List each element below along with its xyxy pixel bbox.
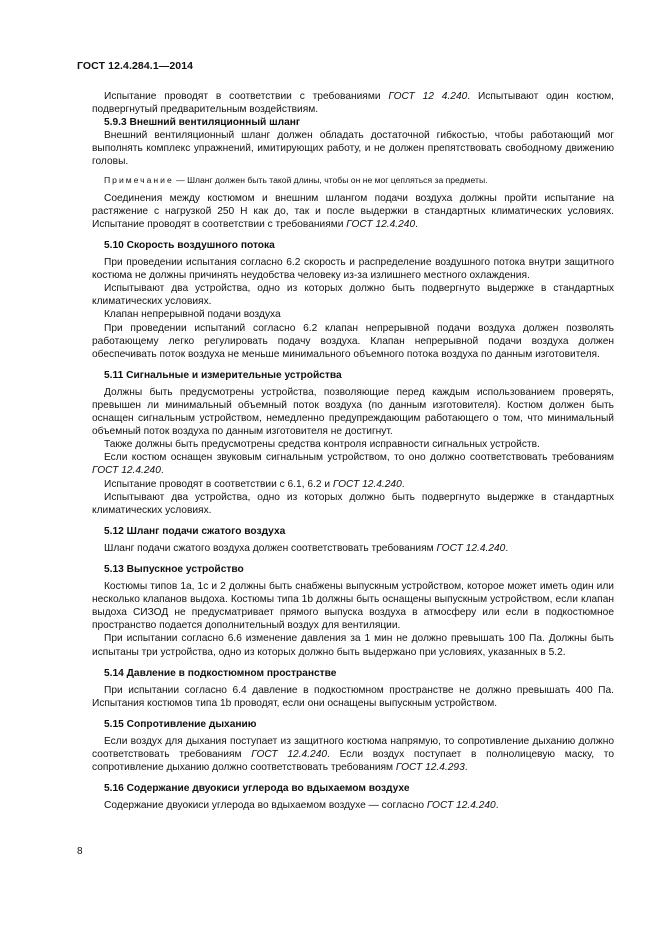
document-body [92,90,614,813]
note-label: Примечание [104,174,174,185]
standard-reference: ГОСТ 12.4.240 [346,218,416,230]
paragraph: Костюмы типов 1а, 1с и 2 должны быть снабжены выпускным устройством, которое может иметь один или несколько клапанов выдоха. Костюмы типа 1b должны быть оснащены выпускным устройством, если клапан выдоха СИЗОД не предусматривает прямого выпуска воздуха в атмосферу или если в подкостюмное пространство подается дополнительный воздух для вентиляции. [92,581,614,632]
standard-reference: ГОСТ 12.4.240 [332,478,402,490]
paragraph: При испытании согласно 6.6 изменение давления за 1 мин не должно превышать 100 Па. Должны быть испытаны три устройства, одно из которых должно быть выдержано при условиях, указанных в 5.2. [92,633,614,658]
standard-reference: ГОСТ 12 4.240 [388,91,468,102]
section-heading: 5.16 Содержание двуокиси углерода во вдыхаемом воздухе [104,783,410,795]
paragraph: Если костюм оснащен звуковым сигнальным устройством, то оно должно соответствовать требованиям ГОСТ 12.4.240. [92,452,614,477]
section-heading: 5.14 Давление в подкостюмном пространстве [104,667,337,679]
paragraph: Шланг подачи сжатого воздуха должен соответствовать требованиям ГОСТ 12.4.240. [104,542,509,554]
paragraph: Испытание проводят в соответствии с 6.1, 6.2 и ГОСТ 12.4.240. [104,478,405,490]
paragraph: Если воздух для дыхания поступает из защитного костюма напрямую, то сопротивление дыханию должно соответствовать требованиям ГОСТ 12.4.240. Если воздух поступает в полнолицевую маску, то сопротивление дыханию должно соответствовать требованиям ГОСТ 12.4.293. [92,736,614,774]
paragraph: Испытывают два устройства, одно из которых должно быть подвергнуто выдержке в стандартных климатических условиях. [92,491,614,516]
subsection-heading: 5.9.3 Внешний вентиляционный шланг [104,117,301,129]
section-heading: 5.11 Сигнальные и измерительные устройства [104,369,342,381]
page-number: 8 [77,846,83,857]
paragraph: Должны быть предусмотрены устройства, позволяющие перед каждым использованием проверять, превышен ли минимальный объемный поток воздуха (по данным изготовителя). Костюм должен быть оснащен сигнальным устройством, немедленно предупреждающим работающего о том, что минимальный объемный поток воздуха по данным изготовителя не достигнут. [92,386,614,438]
standard-reference: ГОСТ 12.4.240 [92,465,161,477]
section-heading: 5.12 Шланг подачи сжатого воздуха [104,525,286,537]
note: Примечание — Шланг должен быть такой длины, чтобы он не мог цепляться за предметы. [104,174,488,185]
section-heading: 5.13 Выпускное устройство [104,564,244,575]
paragraph: Клапан непрерывной подачи воздуха [104,309,281,321]
section-heading: 5.10 Скорость воздушного потока [104,239,275,251]
standard-reference: ГОСТ 12.4.293 [395,762,465,774]
paragraph: Содержание двуокиси углерода во вдыхаемом воздухе — согласно ГОСТ 12.4.240. [104,800,499,812]
document-header: ГОСТ 12.4.284.1—2014 [77,60,194,72]
paragraph: Испытание проводят в соответствии с требованиями ГОСТ 12 4.240. Испытывают один костюм, подвергнутый предварительным воздействиям. [92,91,615,116]
paragraph: При проведении испытаний согласно 6.2 клапан непрерывной подачи воздуха должен позволять работающему легко регулировать подачу воздуха. Клапан непрерывной подачи воздуха должен обеспечивать поток воздуха не меньше минимального объемного потока воздуха по данным изготовителя. [92,322,614,360]
paragraph: При проведении испытания согласно 6.2 скорость и распределение воздушного потока внутри защитного костюма не должны причинять неудобства человеку из-за излишнего местного охлаждения. [92,257,614,282]
section-heading: 5.15 Сопротивление дыханию [104,718,257,730]
paragraph: Внешний вентиляционный шланг должен обладать достаточной гибкостью, чтобы работающий мог выполнять комплекс упражнений, имитирующих работу, и не должен препятствовать свободному движению головы. [92,130,614,168]
standard-reference: ГОСТ 12.4.240 [436,542,506,554]
standard-reference: ГОСТ 12.4.240 [251,749,328,761]
paragraph: Испытывают два устройства, одно из которых должно быть подвергнуто выдержке в стандартных климатических условиях. [92,283,614,308]
paragraph: Также должны быть предусмотрены средства контроля исправности сигнальных устройств. [104,439,540,451]
standard-reference: ГОСТ 12.4.240 [426,800,496,812]
paragraph: При испытании согласно 6.4 давление в подкостюмном пространстве не должно превышать 400 Па. Испытания костюмов типа 1b проводят, если они оснащены выпускным устройством. [92,684,614,709]
paragraph: Соединения между костюмом и внешним шлангом подачи воздуха должны пройти испытание на растяжение с нагрузкой 250 Н как до, так и после выдержки в стандартных климатических условиях. Испытание проводят в соответствии с требованиями ГОСТ 12.4.240. [92,192,614,230]
